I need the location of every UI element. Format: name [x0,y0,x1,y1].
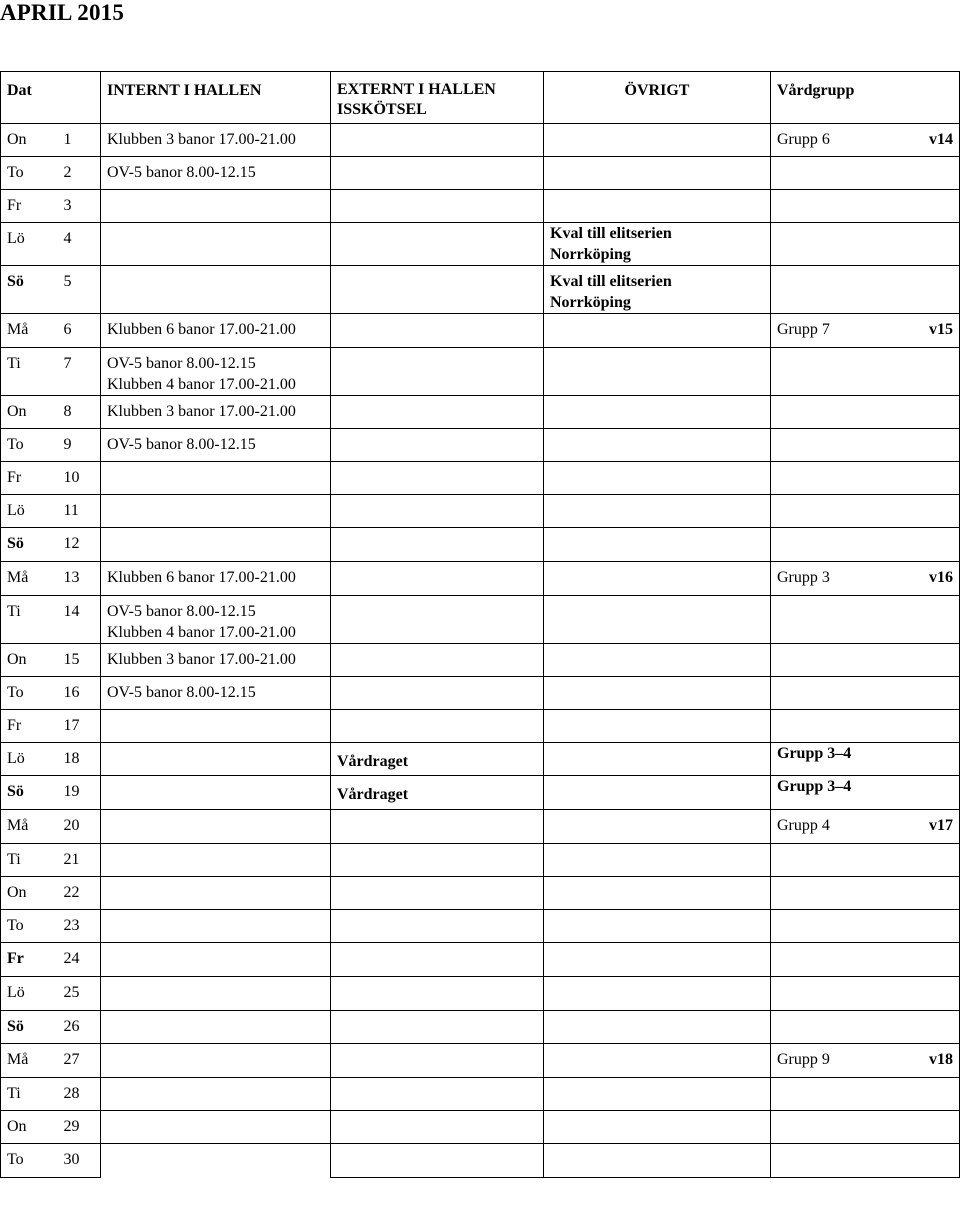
ovrigt-cell [544,396,771,429]
day-cell: On [1,1111,58,1144]
externt-cell [331,429,544,462]
vardgrupp-cell [771,943,910,977]
internt-cell [101,776,331,810]
externt-cell [331,1011,544,1044]
table-row [1,396,960,429]
day-cell: Må [1,562,58,596]
schedule-table [0,71,960,1178]
internt-cell [101,844,331,877]
week-cell [910,396,960,429]
vardgrupp-cell [771,1111,910,1144]
ovrigt-cell [544,528,771,562]
internt-text: Klubben 3 banor 17.00-21.00 [107,403,296,420]
internt-cell [101,743,331,776]
week-cell [910,910,960,943]
week-cell [910,677,960,710]
table-row [1,562,960,596]
week-cell [910,157,960,190]
table-row [1,1111,960,1144]
ovrigt-cell [544,844,771,877]
internt-cell [101,877,331,910]
day-cell: Fr [1,710,58,743]
day-cell: Lö [1,977,58,1011]
date-cell: 10 [58,462,101,495]
externt-cell [331,266,544,314]
ovrigt-cell [544,977,771,1011]
date-cell: 17 [58,710,101,743]
internt-text: Klubben 3 banor 17.00-21.00 [107,651,296,668]
vardgrupp-cell [771,644,910,677]
date-cell: 12 [58,528,101,562]
ovrigt-cell [544,190,771,223]
day-cell: Fr [1,462,58,495]
day-cell: To [1,157,58,190]
table-row [1,844,960,877]
ovrigt-cell [544,644,771,677]
internt-cell [101,977,331,1011]
table-row [1,124,960,157]
internt-cell [101,124,331,157]
vardgrupp-cell: Grupp 3–4 [771,743,910,776]
table-row [1,462,960,495]
ovrigt-cell [544,223,771,266]
vardgrupp-cell [771,910,910,943]
table-row [1,910,960,943]
date-cell: 11 [58,495,101,528]
internt-cell [101,810,331,844]
externt-cell [331,1111,544,1144]
day-cell: Fr [1,190,58,223]
ovrigt-cell [544,743,771,776]
externt-cell [331,1078,544,1111]
table-row [1,528,960,562]
date-cell: 14 [58,596,101,644]
vardgrupp-cell [771,396,910,429]
vardgrupp-cell [771,596,910,644]
externt-cell [331,810,544,844]
ovrigt-cell [544,495,771,528]
day-cell: Ti [1,844,58,877]
externt-cell [331,124,544,157]
table-row [1,495,960,528]
date-cell: 20 [58,810,101,844]
table-row [1,977,960,1011]
externt-cell [331,495,544,528]
table-row [1,677,960,710]
week-cell [910,776,960,810]
table-row [1,223,960,266]
day-cell: On [1,644,58,677]
table-row [1,1078,960,1111]
week-cell: v16 [910,562,960,596]
externt-cell [331,844,544,877]
internt-cell [101,710,331,743]
vardgrupp-cell [771,462,910,495]
ovrigt-cell [544,562,771,596]
week-cell: v14 [910,124,960,157]
week-cell [910,348,960,396]
vardgrupp-cell [771,1144,910,1178]
table-row [1,429,960,462]
day-cell: Sö [1,776,58,810]
ovrigt-cell [544,348,771,396]
internt-cell [101,1044,331,1078]
day-cell: Ti [1,1078,58,1111]
vardgrupp-cell [771,677,910,710]
table-row [1,266,960,314]
day-cell: Sö [1,266,58,314]
internt-text: OV-5 banor 8.00-12.15 [107,164,256,181]
ovrigt-cell [544,1078,771,1111]
week-cell [910,462,960,495]
date-cell: 23 [58,910,101,943]
week-cell [910,495,960,528]
page-title: APRIL 2015 [0,0,125,25]
ovrigt-cell [544,943,771,977]
day-cell: Må [1,1044,58,1078]
internt-text: OV-5 banor 8.00-12.15 [107,684,256,701]
vardgrupp-cell [771,495,910,528]
externt-cell [331,348,544,396]
externt-cell [331,877,544,910]
day-cell: Må [1,810,58,844]
date-cell: 27 [58,1044,101,1078]
table-row [1,314,960,348]
date-cell: 21 [58,844,101,877]
week-cell [910,596,960,644]
vardgrupp-cell [771,429,910,462]
date-cell: 2 [58,157,101,190]
week-cell [910,1078,960,1111]
table-row [1,943,960,977]
internt-cell [101,223,331,266]
ovrigt-cell [544,596,771,644]
day-cell: On [1,877,58,910]
date-cell: 30 [58,1144,101,1178]
ovrigt-cell [544,710,771,743]
week-cell [910,1011,960,1044]
externt-cell [331,223,544,266]
day-cell: Ti [1,596,58,644]
table-row [1,776,960,810]
internt-text: Klubben 3 banor 17.00-21.00 [107,131,296,148]
week-cell: v17 [910,810,960,844]
vardgrupp-cell: Grupp 9 [771,1044,910,1078]
ovrigt-cell [544,877,771,910]
week-cell [910,710,960,743]
day-cell: On [1,124,58,157]
ovrigt-cell [544,776,771,810]
internt-cell [101,266,331,314]
vardgrupp-cell [771,157,910,190]
externt-cell: Vårdraget [331,776,544,810]
internt-text: OV-5 banor 8.00-12.15 [107,603,256,620]
date-cell: 1 [58,124,101,157]
week-cell [910,877,960,910]
week-cell: v18 [910,1044,960,1078]
date-cell: 18 [58,743,101,776]
ovrigt-cell [544,157,771,190]
date-cell: 16 [58,677,101,710]
internt-cell [101,528,331,562]
week-cell [910,743,960,776]
week-cell [910,977,960,1011]
externt-cell [331,314,544,348]
date-cell: 4 [58,223,101,266]
week-cell [910,644,960,677]
table-row [1,877,960,910]
week-cell [910,943,960,977]
day-cell: Lö [1,743,58,776]
internt-cell [101,157,331,190]
ovrigt-cell [544,124,771,157]
table-row [1,1144,960,1178]
day-cell: On [1,396,58,429]
internt-cell [101,596,331,644]
externt-cell [331,910,544,943]
date-cell: 22 [58,877,101,910]
vardgrupp-cell [771,977,910,1011]
table-row [1,710,960,743]
week-cell [910,844,960,877]
vardgrupp-cell [771,266,910,314]
header-externt-line1: EXTERNT I HALLEN [337,81,496,98]
internt-text: OV-5 banor 8.00-12.15 [107,355,256,372]
header-internt: INTERNT I HALLEN [101,72,331,124]
externt-cell [331,190,544,223]
day-cell: To [1,677,58,710]
internt-cell [101,429,331,462]
ovrigt-cell [544,266,771,314]
table-row [1,348,960,396]
table-row [1,157,960,190]
externt-cell [331,977,544,1011]
table-row [1,596,960,644]
ovrigt-cell [544,810,771,844]
day-cell: Sö [1,528,58,562]
week-cell [910,528,960,562]
internt-text: OV-5 banor 8.00-12.15 [107,436,256,453]
externt-cell [331,1144,544,1178]
week-cell [910,190,960,223]
day-cell: Lö [1,223,58,266]
vardgrupp-cell [771,877,910,910]
day-cell: Fr [1,943,58,977]
table-row [1,1044,960,1078]
day-cell: To [1,910,58,943]
internt-text: Klubben 6 banor 17.00-21.00 [107,321,296,338]
header-vardgrupp: Vårdgrupp [771,72,910,124]
ovrigt-cell [544,429,771,462]
date-cell: 24 [58,943,101,977]
week-cell [910,1111,960,1144]
date-cell: 3 [58,190,101,223]
table-row [1,810,960,844]
day-cell: Lö [1,495,58,528]
week-cell [910,429,960,462]
ovrigt-cell [544,1011,771,1044]
ovrigt-cell [544,910,771,943]
week-cell [910,223,960,266]
internt-cell [101,943,331,977]
vardgrupp-cell [771,348,910,396]
date-cell: 13 [58,562,101,596]
date-cell: 7 [58,348,101,396]
externt-cell: Vårdraget [331,743,544,776]
externt-cell [331,710,544,743]
week-cell: v15 [910,314,960,348]
date-cell: 9 [58,429,101,462]
ovrigt-cell [544,1111,771,1144]
date-cell: 8 [58,396,101,429]
date-cell: 28 [58,1078,101,1111]
ovrigt-text: Kval till elitserien Norrköping [550,273,672,311]
externt-cell [331,462,544,495]
ovrigt-text: Kval till elitserien Norrköping [550,225,672,263]
externt-cell [331,644,544,677]
internt-cell [101,396,331,429]
internt-cell [101,462,331,495]
ovrigt-cell [544,314,771,348]
vardgrupp-cell [771,190,910,223]
internt-cell [101,1111,331,1144]
date-cell: 6 [58,314,101,348]
ovrigt-cell [544,677,771,710]
vardgrupp-cell: Grupp 7 [771,314,910,348]
internt-cell [101,677,331,710]
externt-cell [331,1044,544,1078]
vardgrupp-cell [771,223,910,266]
header-externt [331,72,544,124]
externt-cell [331,562,544,596]
table-row [1,644,960,677]
externt-cell [331,677,544,710]
date-cell: 15 [58,644,101,677]
day-cell: Sö [1,1011,58,1044]
internt-cell [101,910,331,943]
externt-cell [331,528,544,562]
day-cell: Må [1,314,58,348]
vardgrupp-cell: Grupp 6 [771,124,910,157]
date-cell: 26 [58,1011,101,1044]
externt-cell [331,596,544,644]
vardgrupp-cell [771,844,910,877]
date-cell: 5 [58,266,101,314]
header-row [1,72,960,124]
table-row [1,743,960,776]
table-row [1,1011,960,1044]
date-cell: 25 [58,977,101,1011]
internt-text: Klubben 6 banor 17.00-21.00 [107,569,296,586]
day-cell: Ti [1,348,58,396]
vardgrupp-cell [771,710,910,743]
internt-cell [101,562,331,596]
header-dat: Dat [1,72,58,124]
week-cell [910,1144,960,1178]
internt-cell [101,348,331,396]
externt-cell [331,396,544,429]
internt-cell [101,1078,331,1111]
header-externt-line2: ISSKÖTSEL [337,101,427,118]
ovrigt-cell [544,462,771,495]
vardgrupp-cell: Grupp 3 [771,562,910,596]
date-cell: 19 [58,776,101,810]
vardgrupp-cell [771,1078,910,1111]
header-ovrigt: ÖVRIGT [544,72,771,124]
vardgrupp-cell: Grupp 4 [771,810,910,844]
table-row [1,190,960,223]
ovrigt-cell [544,1144,771,1178]
week-cell [910,266,960,314]
internt-cell [101,190,331,223]
vardgrupp-cell [771,1011,910,1044]
internt-cell [101,314,331,348]
day-cell: To [1,429,58,462]
internt-cell [101,495,331,528]
internt-text-2: Klubben 4 banor 17.00-21.00 [107,624,296,641]
internt-cell [101,1011,331,1044]
externt-cell [331,943,544,977]
vardgrupp-cell: Grupp 3–4 [771,776,910,810]
ovrigt-cell [544,1044,771,1078]
internt-cell [101,644,331,677]
internt-text-2: Klubben 4 banor 17.00-21.00 [107,376,296,393]
day-cell: To [1,1144,58,1178]
internt-cell [101,1144,331,1178]
header-num [58,72,101,124]
vardgrupp-cell [771,528,910,562]
header-week [910,72,960,124]
externt-cell [331,157,544,190]
date-cell: 29 [58,1111,101,1144]
